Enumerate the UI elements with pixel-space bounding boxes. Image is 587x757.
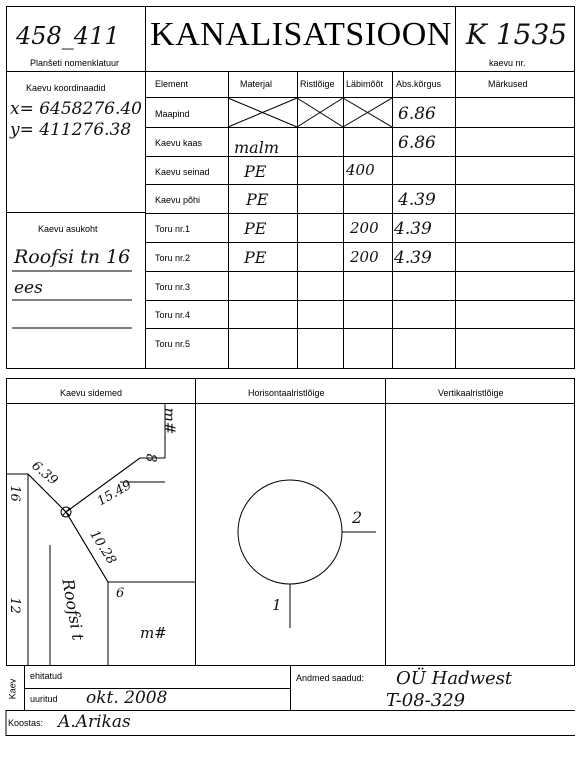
kaev-label: Kaev: [7, 678, 18, 700]
row-diameter: 400: [346, 161, 375, 179]
row-material: PE: [246, 190, 269, 209]
location-line2: ees: [14, 278, 43, 298]
header-cross: Ristlõige: [300, 79, 335, 89]
dist-c: 10.28: [86, 527, 119, 568]
sheet-number: 458_411: [16, 22, 120, 50]
row-height: 6.86: [398, 133, 436, 153]
row-element: Kaevu põhi: [155, 195, 201, 205]
mark-b: m#: [140, 624, 167, 642]
dist-a: 6.39: [28, 458, 61, 489]
data-label: Andmed saadud:: [296, 673, 365, 683]
row-diameter: 200: [350, 219, 379, 237]
header-element: Element: [155, 79, 189, 89]
row-material: PE: [244, 219, 267, 238]
location-line1: Roofsi tn 16: [14, 246, 131, 268]
data-value-company: OÜ Hadwest: [396, 668, 513, 689]
header-height: Abs.kõrgus: [396, 79, 442, 89]
sketch-lines: [6, 403, 376, 665]
row-material: PE: [244, 248, 267, 267]
pipe-1-label: 1: [272, 596, 282, 614]
row-height: 4.39: [398, 190, 436, 210]
row-element: Kaevu seinad: [155, 167, 210, 177]
location-label: Kaevu asukoht: [38, 224, 98, 234]
compiled-value: A.Arikas: [58, 712, 131, 732]
row-material: PE: [244, 162, 267, 181]
row-element: Kaevu kaas: [155, 138, 203, 148]
row-element: Toru nr.5: [155, 339, 191, 349]
row-height: 4.39: [394, 248, 432, 268]
coords-label: Kaevu koordinaadid: [26, 83, 106, 93]
row-element: Toru nr.1: [155, 224, 191, 234]
row-element: Toru nr.2: [155, 253, 191, 263]
row-diameter: 200: [350, 248, 379, 266]
compiled-label: Koostas:: [8, 718, 44, 728]
pipe-2-label: 2: [352, 508, 363, 527]
coord-x-value: x= 6458276.40: [10, 99, 142, 119]
row-element: Toru nr.3: [155, 282, 191, 292]
row-height: 6.86: [398, 104, 436, 124]
num-a: 8: [142, 453, 159, 463]
street-name: Roofsi t: [58, 577, 88, 642]
data-value-ref: T-08-329: [386, 690, 466, 711]
header-diameter: Läbimõõt: [346, 79, 384, 89]
dist-b: 15.49: [94, 477, 135, 510]
house-a: 16: [6, 485, 22, 502]
sheet-label: Planšeti nomenklatuur: [30, 58, 120, 68]
surveyed-value: okt. 2008: [86, 688, 168, 708]
section-vertical: Vertikaalristlõige: [438, 388, 504, 398]
num-b: 6: [116, 586, 125, 601]
header-material: Materjal: [240, 79, 273, 89]
mark-a: m#: [160, 407, 179, 435]
row-element: Maapind: [155, 109, 190, 119]
page-title: KANALISATSIOON: [150, 16, 452, 53]
well-number: K 1535: [466, 18, 568, 51]
section-links: Kaevu sidemed: [60, 388, 123, 398]
coord-y-value: y= 411276.38: [10, 120, 132, 140]
row-material: malm: [234, 138, 279, 157]
surveyed-label: uuritud: [30, 694, 58, 704]
house-b: 12: [6, 597, 22, 614]
section-horizontal: Horisontaalristlõige: [248, 388, 325, 398]
header-notes: Märkused: [488, 79, 528, 89]
row-element: Toru nr.4: [155, 310, 191, 320]
well-label: kaevu nr.: [489, 58, 526, 68]
row-height: 4.39: [394, 219, 432, 239]
built-label: ehitatud: [30, 671, 63, 681]
